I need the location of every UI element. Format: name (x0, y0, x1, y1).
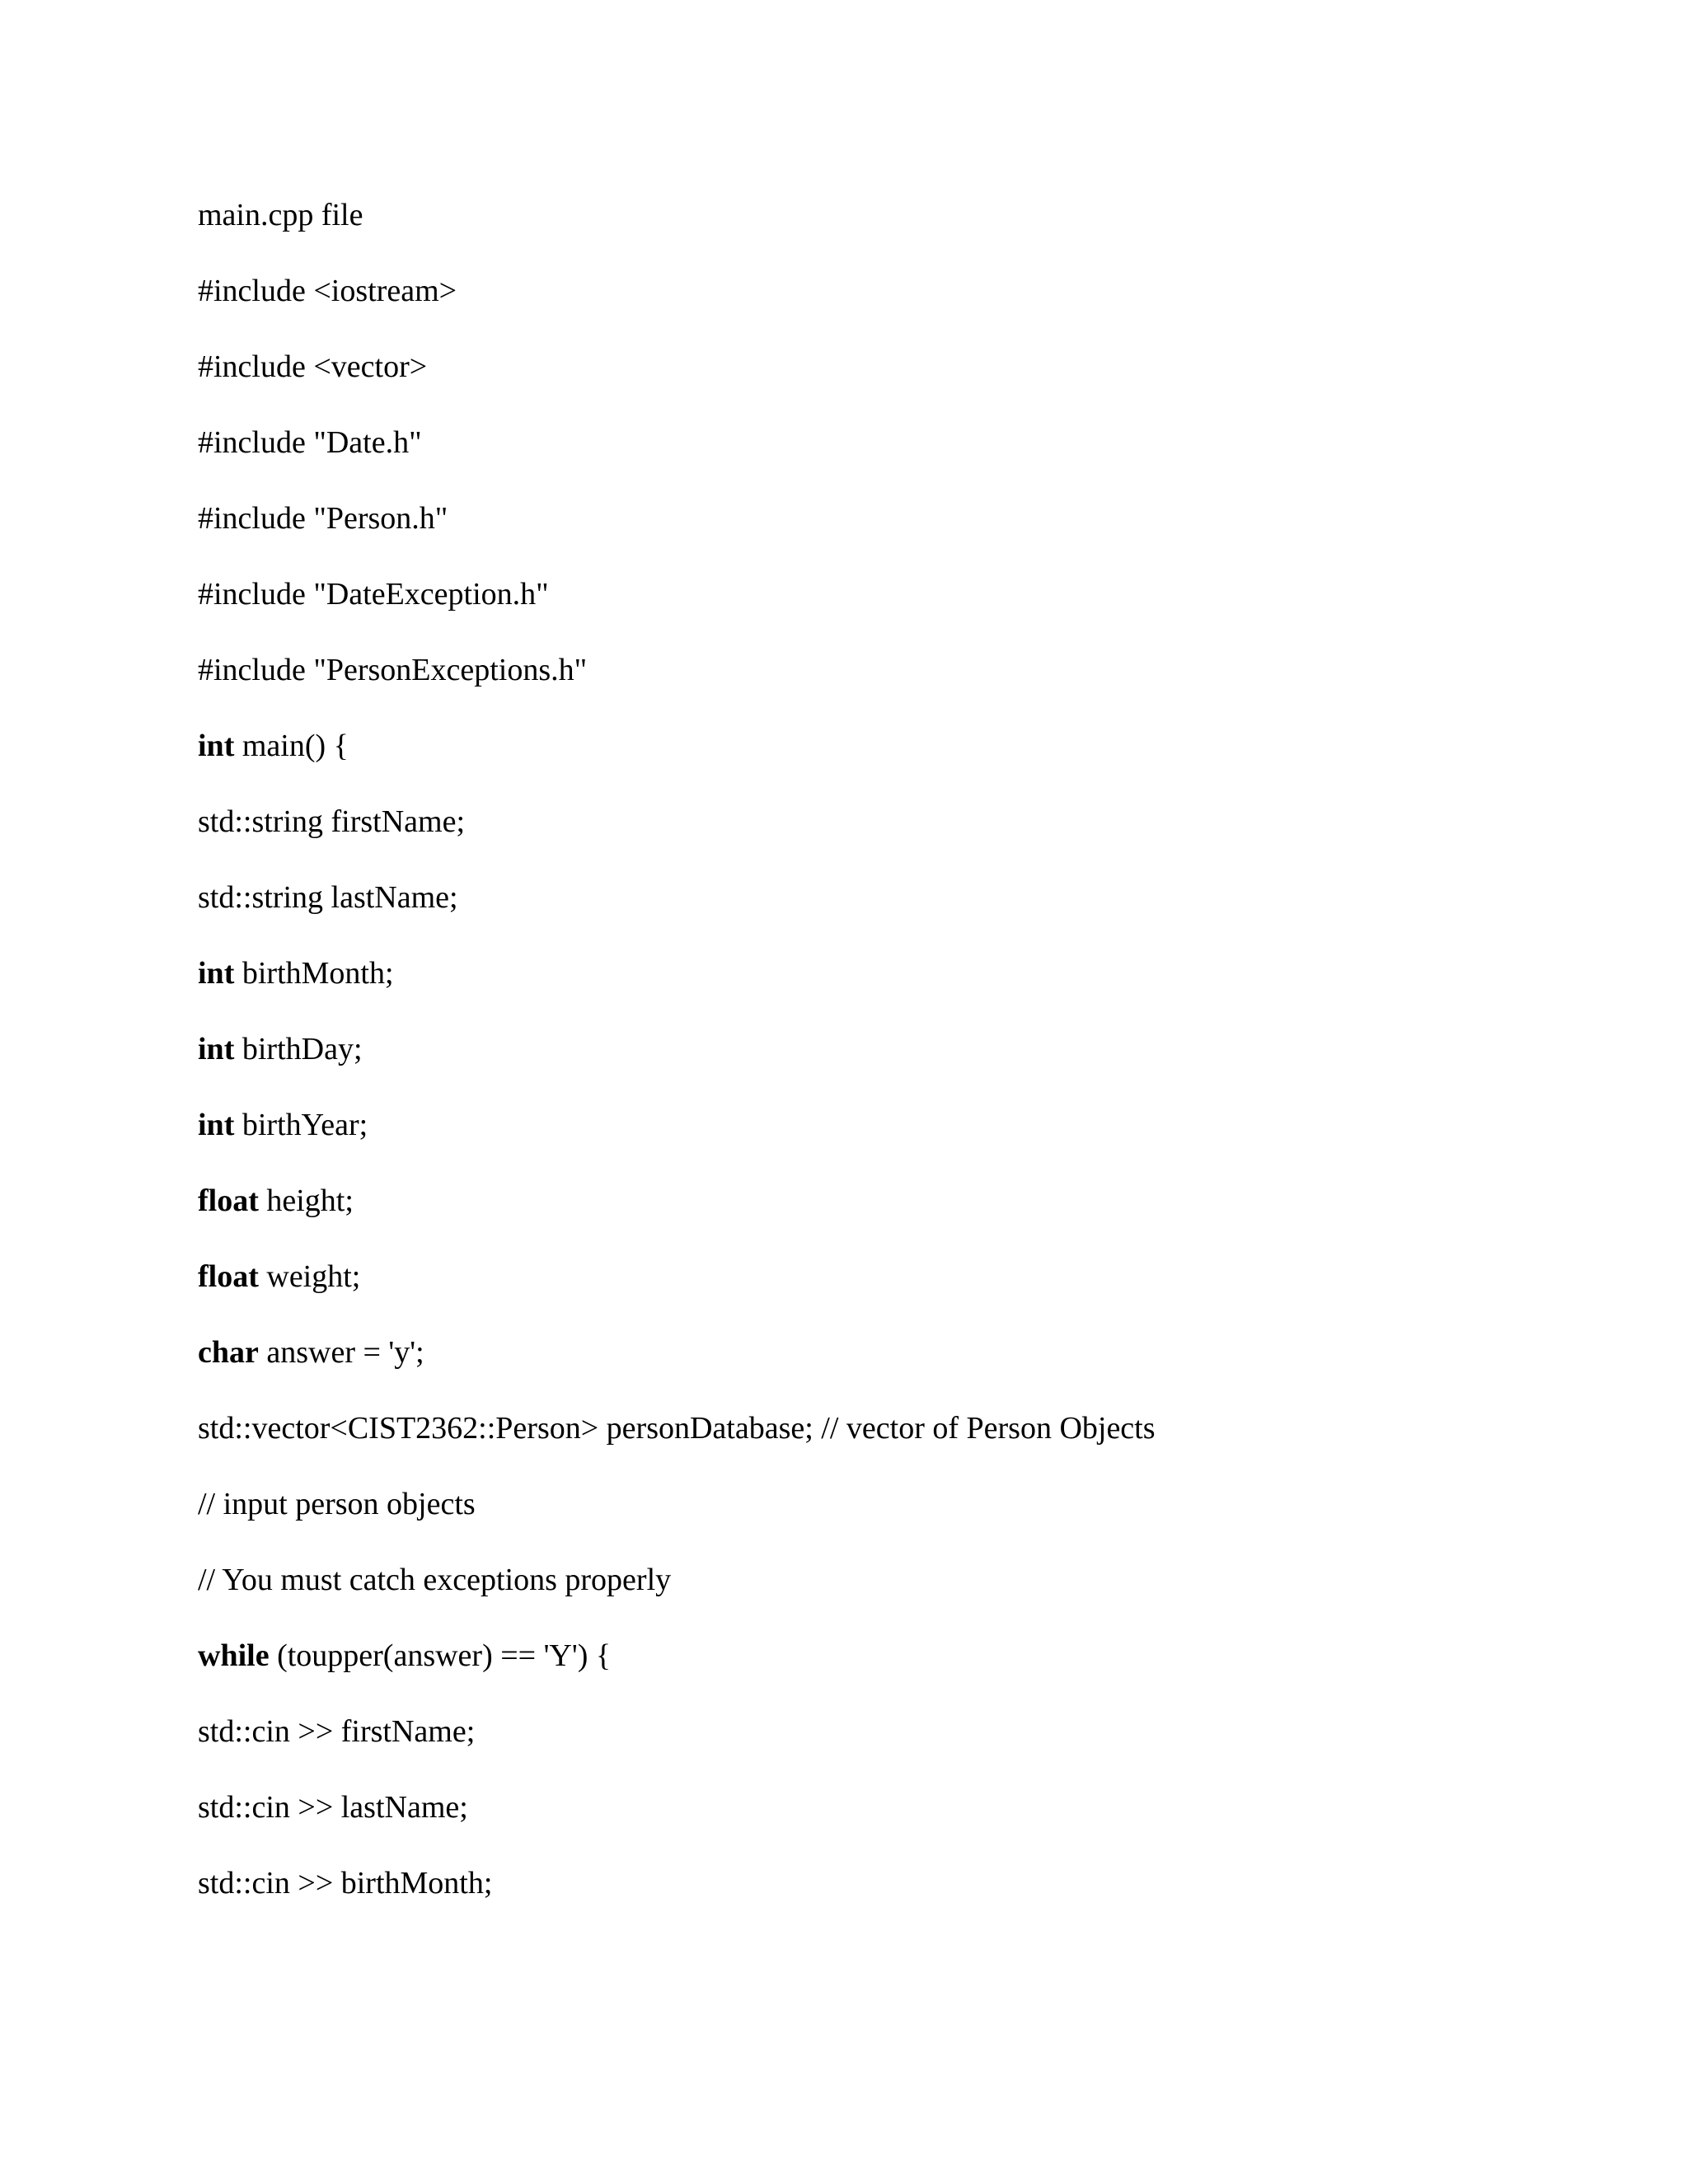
var-last-name: std::string lastName; (198, 880, 458, 915)
keyword-int: int (198, 1032, 235, 1066)
var-birth-year (198, 1106, 368, 1144)
keyword-float: float (198, 1183, 259, 1218)
main-declaration (198, 727, 349, 765)
comment-exceptions: // You must catch exceptions properly (198, 1563, 672, 1597)
var-answer (198, 1333, 424, 1371)
var-name: answer = 'y'; (258, 1335, 424, 1370)
include-date: #include "Date.h" (198, 425, 422, 460)
keyword-int: int (198, 956, 235, 991)
main-signature: main() { (234, 729, 349, 763)
keyword-float: float (198, 1259, 259, 1294)
var-name: birthDay; (234, 1032, 363, 1066)
var-name: birthYear; (234, 1108, 368, 1142)
var-height (198, 1182, 354, 1220)
while-condition: (toupper(answer) == 'Y') { (269, 1638, 612, 1673)
cin-last-name: std::cin >> lastName; (198, 1790, 468, 1825)
cin-first-name: std::cin >> firstName; (198, 1714, 476, 1749)
file-heading: main.cpp file (198, 198, 363, 232)
comment-input: // input person objects (198, 1487, 476, 1521)
keyword-int: int (198, 1108, 235, 1142)
var-name: birthMonth; (234, 956, 394, 991)
var-first-name: std::string firstName; (198, 804, 466, 839)
keyword-while: while (198, 1638, 270, 1673)
include-person: #include "Person.h" (198, 501, 448, 536)
var-birth-month (198, 954, 394, 992)
cin-birth-month: std::cin >> birthMonth; (198, 1866, 493, 1900)
keyword-char: char (198, 1335, 259, 1370)
var-weight (198, 1258, 360, 1296)
vector-declaration: std::vector<CIST2362::Person> personDatabase; // vector of Person Objects (198, 1411, 1156, 1446)
include-vector: #include <vector> (198, 349, 428, 384)
include-person-exceptions: #include "PersonExceptions.h" (198, 653, 588, 687)
keyword-int: int (198, 729, 235, 763)
while-statement (198, 1637, 611, 1675)
include-date-exception: #include "DateException.h" (198, 577, 549, 612)
var-name: weight; (258, 1259, 361, 1294)
var-birth-day (198, 1030, 363, 1068)
include-iostream: #include <iostream> (198, 274, 457, 308)
var-name: height; (258, 1183, 354, 1218)
